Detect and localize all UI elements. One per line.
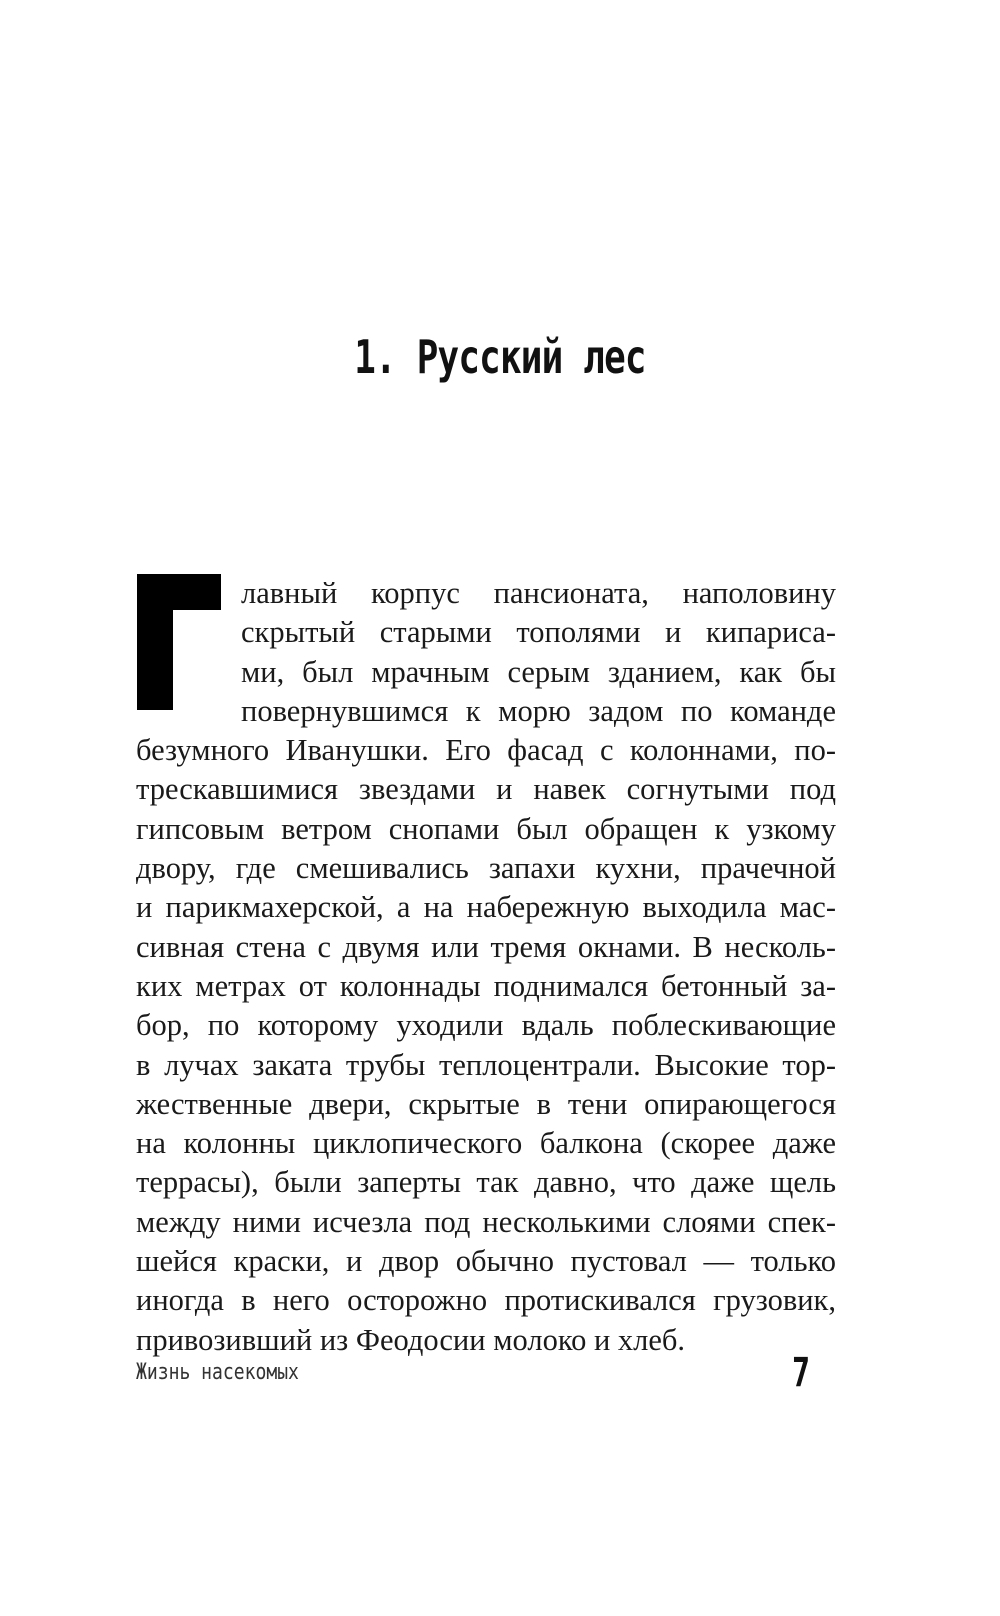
- body-line: лавный корпус пансионата, наполовину: [241, 576, 836, 610]
- body-line: ми, был мрачным серым зданием, как бы: [241, 654, 836, 689]
- chapter-body: [136, 574, 836, 1360]
- page-number: 7: [791, 1350, 810, 1396]
- body-line: шейся краски, и двор обычно пустовал — только: [136, 1244, 836, 1279]
- running-footer-book-title: Жизнь насекомых: [136, 1360, 299, 1385]
- body-line: двору, где смешивались запахи кухни, прачечной: [136, 851, 836, 886]
- body-line: ких метрах от колоннады поднимался бетонный за-: [136, 968, 836, 1003]
- body-line: безумного Иванушки. Его фасад с колоннами, по-: [136, 733, 836, 768]
- body-line: между ними исчезла под несколькими слоями спек-: [136, 1204, 836, 1239]
- body-line: в лучах заката трубы теплоцентрали. Высокие тор-: [136, 1047, 836, 1082]
- body-line: иногда в него осторожно протискивался грузовик,: [136, 1283, 836, 1318]
- body-line: скрытый старыми тополями и кипариса-: [241, 615, 836, 650]
- body-line: жественные двери, скрытые в тени опирающегося: [136, 1086, 836, 1121]
- body-line: гипсовым ветром снопами был обращен к узкому: [136, 811, 836, 846]
- body-line: повернувшимся к морю задом по команде: [241, 693, 836, 728]
- body-line: бор, по которому уходили вдаль поблескивающие: [136, 1008, 836, 1043]
- body-line: сивная стена с двумя или тремя окнами. В несколь-: [136, 929, 836, 964]
- body-line: и парикмахерской, а на набережную выходила мас-: [136, 890, 836, 925]
- chapter-title: 1. Русский лес: [354, 330, 646, 384]
- body-line: трескавшимися звездами и навек согнутыми под: [136, 772, 836, 807]
- body-line-last: привозивший из Феодосии молоко и хлеб.: [136, 1322, 686, 1357]
- body-line: на колонны циклопического балкона (скорее даже: [136, 1126, 836, 1161]
- body-line: террасы), были заперты так давно, что даже щель: [136, 1165, 836, 1200]
